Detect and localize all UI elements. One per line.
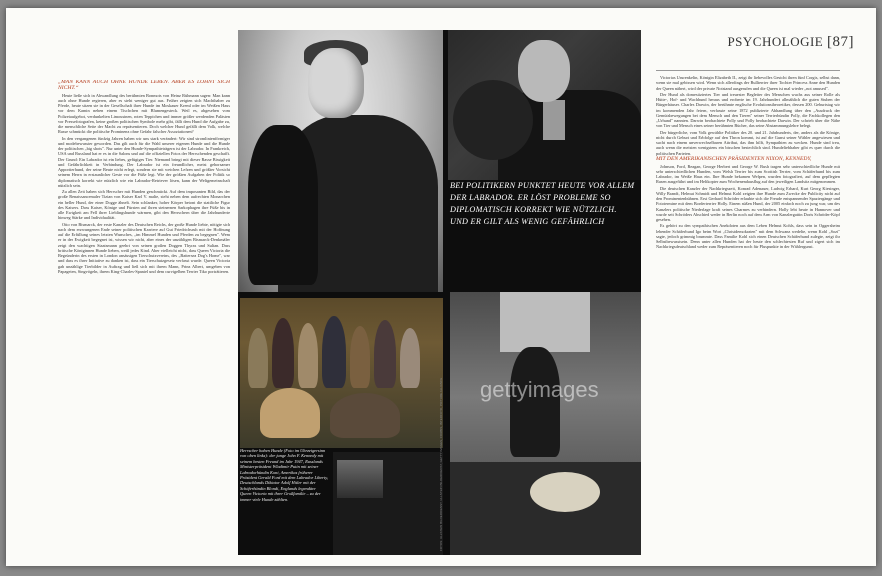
left-text-column [58, 80, 230, 555]
header-rule [656, 70, 840, 71]
right-paragraph-5: Die deutschen Kanzler der Nachkriegszeit, Konrad Adenauer, Ludwig Erhard, Kurt Georg Kiesinger, Willy Brandt, Helmut Schmidt und Helmut Kohl zeigten ihre Hunde zum Zwecke der Publicity nicht auf den Prominentenbühnen. Erst Gerhard Schröder erlaubte sich die Freude entspannender Spaziergänge und Fototermine mit dem Borderterrier Holly. Einem süßen Hund, der 2005 einfach noch zu jung war, um des Kanzlers politische Niederlage kraft seines Charmes zu verhindern. Holly lebt heute in Hannover und wurde seit Schröders Abschied weder in Berlin noch auf dem Arm von Kanzlergattin Doris Schröder-Köpf gesehen. [656, 185, 840, 223]
right-text-column [656, 75, 840, 555]
left-paragraph-4: Otto von Bismarck, der erste Kanzler des Deutschen Reichs, der große Hunde liebte, nötigte sich nach dem erzwungenen Ende seiner politischen Karriere auf Gut Friedrichsruh mit der Hoffnung auf die Erfüllung seines letzten Wunsches, „im Himmel Hunden und Pferden zu begegnen". Wem er in der Ewigkeit begegnet ist, wissen wir nicht, aber eines der unzähligen Bismarck-Denkmäler zeigt den wachtigen Staatsmann geehrt von seinen großen Doggen Thyras und Sultan. Dass britische Königinnen Hunde lieben, weiß jedes Kind. Aber vielleicht nicht, dass Queen Victoria die Begründerin des ersten in London ansässigen Tierschutzvereins, des „Battersea Dog's Home", war und dass es ihrer Initiative zu danken ist, dass ein Tierschutzgesetz verfasst wurde. Queen Victoria gab unzählige Tierbilder in Auftrag und ließ sich mit ihrem Mann, Prinz Albert, umgeben von Papageien, Singvögeln, ihrem King-Charles-Spaniel und dem curvigelben Terrier Tiko porträtieren. [58, 221, 230, 274]
left-paragraph-2: In den vergangenen fünfzig Jahren haben wir uns stark verändert: Wir sind stromlinienförmiger und modebewusster geworden. Das gilt auch für die Wahl unserer eigenen Hunde und die Hunde der politischen „big shots". Nur unter den Hunde-Sympathieträgern ist der Labrador. In Frankreich, USA und Russland hat er es in die Salons und auf die offiziellen Fotos der Herrschenden geschafft. Der Grund: Ein Labrador ist ein liebes, gefügiges Tier. Niemand bringt mit dieser Rasse Bissigkeit und Gefährlichkeit in Verbindung. Der Labrador ist ein freundlicher, meist gehorsamer Apportierhund, der seine Beute nicht erlegt, sondern sie mit weichen Lefzen und größter Vorsicht seinem Herrn in erstaunlicher Geste vor die Füße legt. Wie der größten Aufgaben der Politik so diplomatisch korrekt wie nützlich wie ein Labrador-Retriever lösen, kann der Weltgemeinschaft nützlich sein. [58, 135, 230, 188]
putin-photo [448, 30, 641, 180]
section-title: PSYCHOLOGIE [727, 34, 824, 49]
right-paragraph-2: Der Hund als domestiziertes Tier und treuester Begleiter des Menschen wuchs aus seiner Rolle als Hütte-, Hof- und Wachhund heraus und eroberte im 19. Jahrhundert allmählich die guten Stuben der Bürgerhäuser. Charles Darwin, der berühmte englische Evolutionstheoretiker, dessen 200. Geburtstag wir im kommenden Jahr feiern, verfasste seine 1872 publizierte Abhandlung über den „Ausdruck der Gemütsbewegungen bei dem Mensch und den Tieren" seiner Terrierhündin Polly, die Fachkollegen den „Urhund" nannten. Darwin beobachtete Polly und Polly beobachtete Darwin. Der schrieb über die Nähe von Tier und Mensch eines seiner berühmten Bücher, das seine Abstammungslehre belegt. [656, 91, 840, 129]
right-paragraph-6: Es gehört zu den sympathischen Anekdoten aus dem Leben Helmut Kohls, dass sein in Oggersheim lebender Schäferhund Igo beim Wort „Christdemokraten" mit dem Schwanz wedelte, wenn Kohl „Sozi" sagte, jedoch grimmig brummte. Dass Familie Kohl sich einen Deutschen Schäferhund zulegte, zeigt ihr Selbstbewusstsein. Denn unter allen Hunden hat der heute den schlechtesten Ruf und zigert sich im Nachkriegsdeutschland weder zum Repräsentieren noch für Pluspunkte in der Wählergunst. [656, 223, 840, 250]
hitler-photo [333, 452, 443, 555]
photo-collage [238, 30, 641, 555]
labrador-silhouette-icon [453, 80, 533, 160]
left-paragraph-1: Heute ließe sich in Abwandlung des berühmten Bonmots von Heinz Rühmann sagen: Man kann auch ohne Hunde regieren, aber es sieht weniger gut aus. Früher zeigten sich Machthaber zu Pferde, heute sitzen sie in der Gesellschaft ihrer Hunde im Moskauer Kreml oder im Weißen Haus vor dem Kamin neben einem Tischchen mit Blumengesteck. Weil es, abgesehen vom Polizeiaufgebot, verdunkelten Limousinen, roten Teppichen und immer größer werdenden Palästen vor Pressefotografen, keine großen politischen Symbole mehr gibt, fällt dem Hund die Aufgabe zu, die menschliche Seite der Macht zu repräsentieren. Doch welcher Hund gefällt dem Volk, welche Rasse schmückt die politische Prominenz ohne Gefahr falscher Assoziationen? [58, 92, 230, 135]
dog-silhouette-icon [248, 125, 318, 285]
getty-watermark: gettyimages [480, 377, 599, 402]
dog-icon [530, 472, 600, 512]
page-header [727, 34, 854, 51]
right-paragraph-1: Victorias Ururenkelin, Königin Elizabeth II., zeigt ihr liebevolles Gesicht ihren fünf Corgis, selbst dann, wenn sie mal gebissen wird. Wenn sich allerdings der Bullterrier ihrer Tochter Princess Anne den Hunden der Queen nähert, wird der private Notstand ausgerufen und die Queen ist mal wieder „not amused". [656, 75, 840, 91]
right-paragraph-4: Johnson, Ford, Reagan, George Herbert und George W. Bush tragen sehr unterschiedliche Hunde mit sehr unterschiedlichen Hunden, vom Welsh Terrier bis zum Scottish Terrier, vom Schäferhund bis zum Labrador, im Weiße Haus ein. Ihre Hunde bekamen Welpen, wurden fotografiert, auf dem gepflegten Rasen ausgeführt und im Helikopter zum Wochenendausflug auf den jeweiligen Landsitz mitgenommen. [656, 163, 840, 185]
right-lead: MIT DEN AMERIKANISCHEN PRÄSIDENTEN NIXON, KENNEDY, [656, 155, 812, 162]
photo-caption: Herrscher haben Hunde (Foto im Uhrzeigersinn von oben links): der junge John F. Kennedy mit seinem besten Freund im Jahr 1947, Russlands Ministerpräsident Wladimir Putin mit seiner Labradorhündin Koni, Amerikas früherer Präsident Gerald Ford mit dem Labrador Liberty, Deutschlands Diktator Adolf Hitler mit der Schäferhündin Blondi, Englands legendäre Queen Victoria mit ihrer Großfamilie – zu der immer viele Hunde zählten. [240, 448, 329, 502]
ford-photo [450, 292, 641, 555]
page-number: [87] [827, 34, 854, 50]
left-paragraph-3: Zu allen Zeit haben sich Herrscher mit Hunden geschmückt. Auf dem imposanten Bild, das der große Renaissancemaler Tizian von Kaiser Karl V. malte, steht neben dem aufrechten Monarchen ein heller Hund, der einer Dogge ähnelt. Sein schlanker, hoher Körper betont die stattliche Figur des Kaisers. Dass Kaiser, Könige und Fürsten auf ihren steinernen Sarkophagen ihre Füße bis in alle Ewigkeit am Fell ihrer Lieblingshunde wärmen, gibt den Herrschern über die Jahrhunderte hinweg Stärke und Individualität. [58, 189, 230, 221]
photo-credits: FOTOS: ULLSTEIN BILDERDIENST, ULLSTEIN BILDERDIENST, GETTY IMAGES, CORBIS, INTERFOTO, PICTURE ALLIANCE [439, 377, 443, 551]
kennedy-photo [238, 30, 443, 292]
magazine-spread [6, 8, 876, 566]
left-lead: „MAN KANN AUCH OHNE HUNDE LEBEN. ABER ES LOHNT SICH NICHT.“ [58, 80, 230, 91]
right-paragraph-3: Der bürgerliche, vom Volk gewählte Politiker des 20. und 21. Jahrhunderts, der, anders als die Könige, nicht durch Geburt und Erbfolge auf den Thron kommt, ist auf die Gunst seiner Wähler angewiesen und sucht nach einem unverwechselbaren Attribut, das ihm hilft, Sympathien zu wecken. Hunde sind treu, auch wenn die meisten wenigstens ein bisschen bestechlich sind. Hundeliebhaber gibt es quer durch die politischen Parteien. [656, 129, 840, 156]
pull-quote: BEI POLITIKERN PUNKTET HEUTE VOR ALLEM DER LABRADOR. ER LÖST PROBLEME SO DIPLOMATISCH KORREKT WIE NÜTZLICH. UND ER GILT ALS WENIG GEFÄHRLICH [450, 181, 635, 226]
queen-victoria-painting [240, 298, 443, 448]
